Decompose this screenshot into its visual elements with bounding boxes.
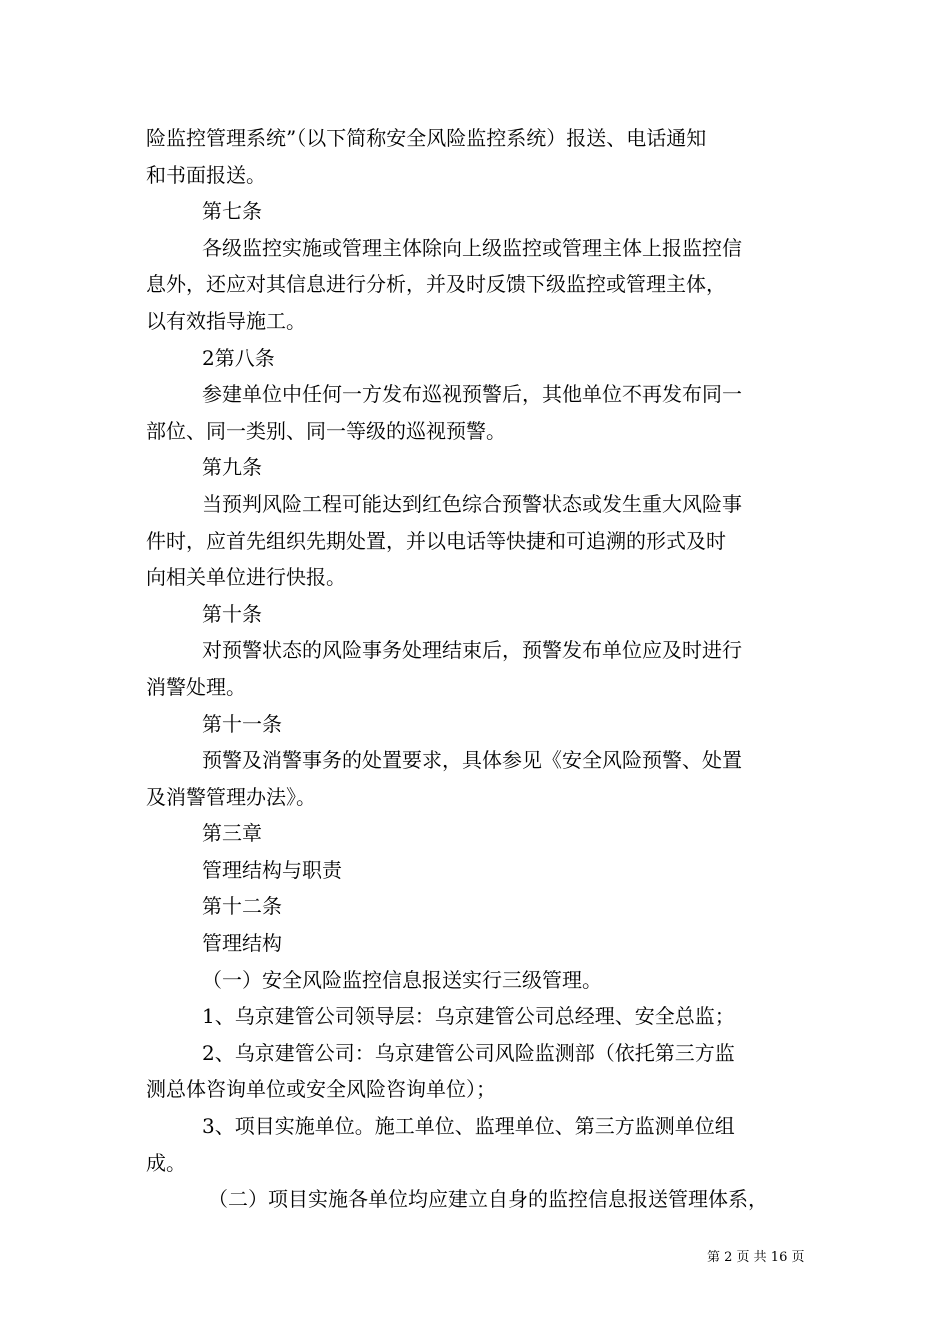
chapter-title: 管理结构与职责 — [202, 857, 342, 882]
text-line: 测总体咨询单位或安全风险咨询单位）； — [146, 1077, 496, 1102]
article-heading: 第七条 — [202, 199, 262, 224]
text-line: 参建单位中任何一方发布巡视预警后，其他单位不再发布同一 — [202, 382, 742, 407]
article-heading: 第九条 — [202, 455, 262, 480]
text-line: （一）安全风险监控信息报送实行三级管理。 — [202, 967, 602, 992]
text-line: 件时，应首先组织先期处置，并以电话等快捷和可追溯的形式及时 — [146, 528, 726, 553]
text-line: 息外，还应对其信息进行分析，并及时反馈下级监控或管理主体， — [146, 272, 726, 297]
article-heading: 第十一条 — [202, 711, 282, 736]
text-line: 和书面报送。 — [146, 162, 266, 187]
list-item: 2、乌京建管公司：乌京建管公司风险监测部（依托第三方监 — [202, 1040, 735, 1065]
text-line: 及消警管理办法》。 — [146, 784, 316, 809]
chapter-heading: 第三章 — [202, 821, 262, 846]
page-number-footer: 第 2 页 共 16 页 — [707, 1250, 805, 1265]
article-heading: 2第八条 — [202, 345, 275, 370]
text-line: 部位、同一类别、同一等级的巡视预警。 — [146, 418, 506, 443]
text-line: 消警处理。 — [146, 674, 246, 699]
text-line: 各级监控实施或管理主体除向上级监控或管理主体上报监控信 — [202, 235, 742, 260]
list-item: 1、乌京建管公司领导层：乌京建管公司总经理、安全总监； — [202, 1004, 735, 1029]
list-item: 3、项目实施单位。施工单位、监理单位、第三方监测单位组 — [202, 1114, 735, 1139]
text-line: （二）项目实施各单位均应建立自身的监控信息报送管理体系， — [208, 1187, 768, 1212]
text-line: 对预警状态的风险事务处理结束后，预警发布单位应及时进行 — [202, 638, 742, 663]
article-heading: 第十条 — [202, 601, 262, 626]
section-title: 管理结构 — [202, 931, 282, 956]
document-body — [146, 120, 808, 1218]
text-line: 预警及消警事务的处置要求，具体参见《安全风险预警、处置 — [202, 748, 742, 773]
text-line: 当预判风险工程可能达到红色综合预警状态或发生重大风险事 — [202, 491, 742, 516]
text-line: 成。 — [146, 1150, 186, 1175]
text-line: 以有效指导施工。 — [146, 308, 306, 333]
text-line: 险监控管理系统”（以下简称安全风险监控系统）报送、电话通知 — [146, 126, 707, 150]
article-heading: 第十二条 — [202, 894, 282, 919]
text-line: 向相关单位进行快报。 — [146, 565, 346, 590]
